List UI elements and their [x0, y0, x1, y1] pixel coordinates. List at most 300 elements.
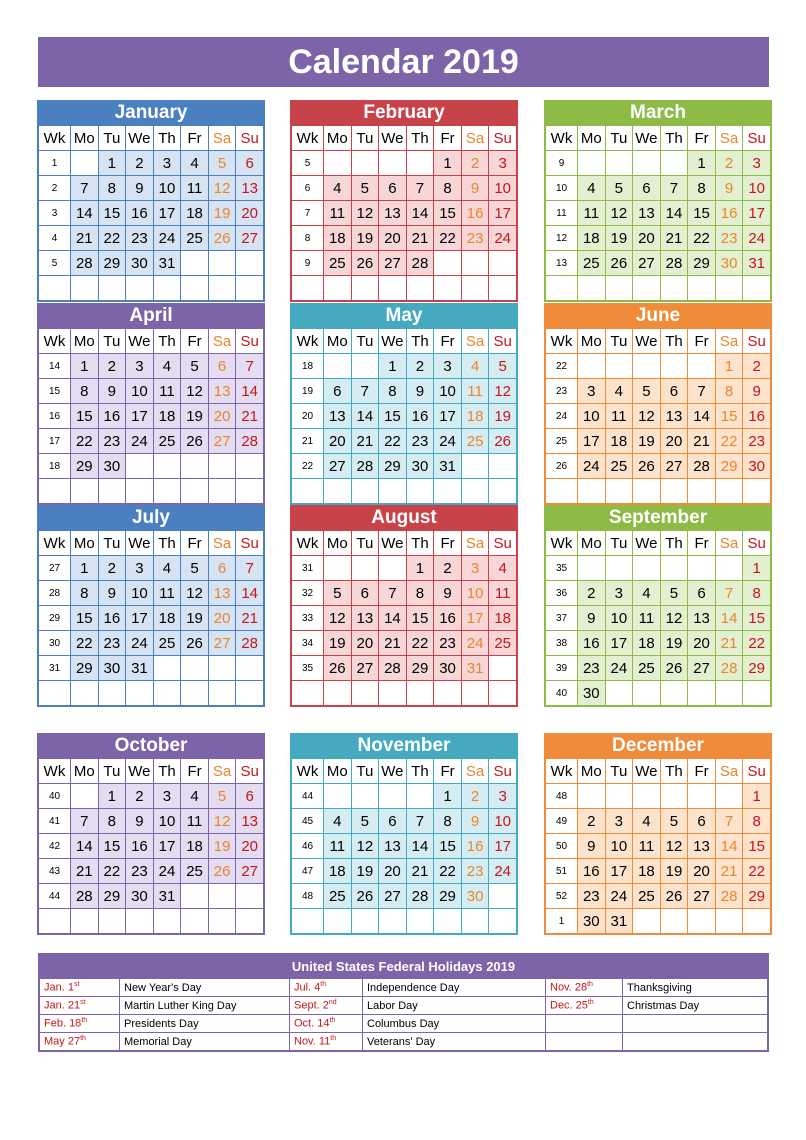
empty-day-cell: [743, 681, 771, 706]
holiday-name: [623, 1015, 768, 1033]
day-cell: 21: [379, 631, 407, 656]
empty-day-cell: [605, 681, 633, 706]
holidays-table: [38, 953, 769, 1052]
week-number-header: Wk: [39, 759, 71, 784]
empty-day-cell: [434, 276, 462, 301]
empty-day-cell: [578, 556, 606, 581]
day-cell: 10: [126, 581, 154, 606]
week-number: 47: [292, 859, 324, 884]
month-december: [544, 733, 772, 935]
day-cell: 13: [208, 581, 236, 606]
empty-day-cell: [236, 251, 264, 276]
empty-day-cell: [208, 681, 236, 706]
week-number: 9: [546, 151, 578, 176]
weekday-header: Su: [743, 531, 771, 556]
month-february: [290, 100, 518, 302]
weekday-header: Su: [489, 126, 517, 151]
week-number: 48: [546, 784, 578, 809]
weekday-header: Th: [660, 126, 688, 151]
weekday-header: Tu: [605, 531, 633, 556]
day-cell: 12: [660, 834, 688, 859]
day-cell: 29: [743, 884, 771, 909]
day-cell: 3: [434, 354, 462, 379]
day-cell: 3: [605, 809, 633, 834]
holiday-row: [40, 1033, 768, 1051]
weekday-header: Fr: [181, 126, 209, 151]
day-cell: 20: [351, 631, 379, 656]
empty-day-cell: [324, 354, 352, 379]
day-cell: 2: [98, 556, 126, 581]
empty-day-cell: [605, 784, 633, 809]
day-cell: 9: [98, 581, 126, 606]
day-cell: 21: [406, 859, 434, 884]
day-cell: 4: [489, 556, 517, 581]
empty-day-cell: [181, 884, 209, 909]
empty-day-cell: [71, 276, 99, 301]
day-cell: 2: [126, 151, 154, 176]
empty-day-cell: [406, 479, 434, 504]
empty-day-cell: [351, 556, 379, 581]
day-cell: 26: [208, 859, 236, 884]
week-number: 4: [39, 226, 71, 251]
empty-day-cell: [461, 909, 489, 934]
day-cell: 23: [743, 429, 771, 454]
week-number: 34: [292, 631, 324, 656]
day-cell: 11: [324, 201, 352, 226]
day-cell: 9: [743, 379, 771, 404]
day-cell: 6: [688, 809, 716, 834]
week-number: 31: [39, 656, 71, 681]
week-number: 27: [39, 556, 71, 581]
day-cell: 14: [688, 404, 716, 429]
week-number: 37: [546, 606, 578, 631]
week-number: 8: [292, 226, 324, 251]
day-cell: 28: [351, 454, 379, 479]
empty-day-cell: [633, 681, 661, 706]
day-cell: 17: [489, 201, 517, 226]
day-cell: 29: [379, 454, 407, 479]
day-cell: 24: [605, 884, 633, 909]
day-cell: 30: [578, 909, 606, 934]
day-cell: 10: [743, 176, 771, 201]
day-cell: 1: [98, 784, 126, 809]
month-april: [37, 303, 265, 505]
empty-day-cell: [688, 276, 716, 301]
day-cell: 3: [153, 784, 181, 809]
empty-day-cell: [578, 479, 606, 504]
empty-day-cell: [660, 151, 688, 176]
weekday-header: Su: [743, 329, 771, 354]
empty-day-cell: [489, 276, 517, 301]
day-cell: 7: [71, 176, 99, 201]
empty-day-cell: [208, 251, 236, 276]
day-cell: 31: [605, 909, 633, 934]
day-cell: 7: [236, 354, 264, 379]
day-cell: 2: [743, 354, 771, 379]
week-number-header: Wk: [546, 759, 578, 784]
empty-day-cell: [660, 909, 688, 934]
day-cell: 4: [578, 176, 606, 201]
empty-day-cell: [236, 656, 264, 681]
weekday-header: Th: [153, 126, 181, 151]
week-number: 1: [39, 151, 71, 176]
day-cell: 11: [633, 606, 661, 631]
weekday-header: Tu: [605, 126, 633, 151]
empty-day-cell: [578, 784, 606, 809]
week-number: 20: [292, 404, 324, 429]
week-number: 29: [39, 606, 71, 631]
empty-day-cell: [434, 479, 462, 504]
day-cell: 22: [71, 429, 99, 454]
day-cell: 22: [98, 859, 126, 884]
day-cell: 26: [208, 226, 236, 251]
day-cell: 27: [324, 454, 352, 479]
week-number: [546, 276, 578, 301]
empty-day-cell: [743, 479, 771, 504]
day-cell: 9: [578, 606, 606, 631]
day-cell: 14: [715, 606, 743, 631]
day-cell: 2: [461, 784, 489, 809]
day-cell: 29: [434, 884, 462, 909]
day-cell: 12: [181, 581, 209, 606]
empty-day-cell: [660, 354, 688, 379]
day-cell: 6: [379, 176, 407, 201]
month-name: September: [545, 506, 771, 530]
day-cell: 4: [461, 354, 489, 379]
day-cell: 21: [660, 226, 688, 251]
empty-day-cell: [208, 884, 236, 909]
empty-day-cell: [351, 909, 379, 934]
day-cell: 28: [715, 884, 743, 909]
week-number-header: Wk: [546, 531, 578, 556]
day-cell: 12: [181, 379, 209, 404]
empty-day-cell: [126, 909, 154, 934]
empty-day-cell: [743, 909, 771, 934]
day-cell: 10: [153, 176, 181, 201]
empty-day-cell: [379, 479, 407, 504]
day-cell: 19: [351, 859, 379, 884]
day-cell: 29: [98, 884, 126, 909]
weekday-header: Mo: [324, 329, 352, 354]
week-number: 38: [546, 631, 578, 656]
day-cell: 5: [660, 809, 688, 834]
empty-day-cell: [153, 276, 181, 301]
week-number: 44: [39, 884, 71, 909]
empty-day-cell: [153, 909, 181, 934]
day-cell: 23: [578, 884, 606, 909]
weekday-header: Mo: [71, 531, 99, 556]
day-cell: 15: [406, 606, 434, 631]
day-cell: 6: [379, 809, 407, 834]
week-number: 2: [39, 176, 71, 201]
weekday-header: Tu: [351, 329, 379, 354]
day-cell: 5: [633, 379, 661, 404]
empty-day-cell: [688, 909, 716, 934]
day-cell: 7: [236, 556, 264, 581]
week-number: 13: [546, 251, 578, 276]
day-cell: 9: [406, 379, 434, 404]
holiday-row: [40, 1015, 768, 1033]
week-number: [292, 479, 324, 504]
day-cell: 10: [434, 379, 462, 404]
empty-day-cell: [324, 784, 352, 809]
holiday-name: Thanksgiving: [623, 979, 768, 997]
empty-day-cell: [660, 276, 688, 301]
week-number: 16: [39, 404, 71, 429]
day-cell: 5: [324, 581, 352, 606]
empty-day-cell: [153, 656, 181, 681]
weekday-header: We: [379, 531, 407, 556]
empty-day-cell: [688, 479, 716, 504]
day-cell: 7: [688, 379, 716, 404]
day-cell: 10: [578, 404, 606, 429]
day-cell: 17: [153, 834, 181, 859]
empty-day-cell: [461, 276, 489, 301]
empty-day-cell: [324, 276, 352, 301]
day-cell: 19: [489, 404, 517, 429]
day-cell: 7: [660, 176, 688, 201]
weekday-header: Fr: [688, 126, 716, 151]
day-cell: 11: [633, 834, 661, 859]
day-cell: 28: [406, 251, 434, 276]
day-cell: 4: [324, 176, 352, 201]
day-cell: 17: [743, 201, 771, 226]
day-cell: 11: [181, 176, 209, 201]
day-cell: 24: [743, 226, 771, 251]
day-cell: 18: [461, 404, 489, 429]
week-number: 28: [39, 581, 71, 606]
weekday-header: Mo: [324, 759, 352, 784]
day-cell: 9: [578, 834, 606, 859]
day-cell: 28: [660, 251, 688, 276]
day-cell: 27: [208, 631, 236, 656]
empty-day-cell: [578, 354, 606, 379]
week-number-header: Wk: [546, 329, 578, 354]
day-cell: 17: [153, 201, 181, 226]
weekday-header: Sa: [715, 126, 743, 151]
day-cell: 13: [660, 404, 688, 429]
empty-day-cell: [324, 151, 352, 176]
day-cell: 4: [153, 556, 181, 581]
day-cell: 31: [126, 656, 154, 681]
day-cell: 14: [406, 834, 434, 859]
day-cell: 1: [434, 784, 462, 809]
day-cell: 19: [208, 201, 236, 226]
weekday-header: Th: [406, 126, 434, 151]
day-cell: 18: [153, 606, 181, 631]
day-cell: 17: [434, 404, 462, 429]
weekday-header: Fr: [688, 329, 716, 354]
day-cell: 3: [126, 556, 154, 581]
month-june: [544, 303, 772, 505]
day-cell: 14: [715, 834, 743, 859]
empty-day-cell: [379, 151, 407, 176]
week-number: 5: [39, 251, 71, 276]
day-cell: 3: [489, 784, 517, 809]
empty-day-cell: [208, 276, 236, 301]
weekday-header: Tu: [351, 759, 379, 784]
week-number: 42: [39, 834, 71, 859]
day-cell: 20: [379, 859, 407, 884]
week-number: 7: [292, 201, 324, 226]
empty-day-cell: [126, 479, 154, 504]
empty-day-cell: [715, 276, 743, 301]
weekday-header: Th: [660, 531, 688, 556]
week-number: 31: [292, 556, 324, 581]
day-cell: 16: [715, 201, 743, 226]
weekday-header: Th: [153, 329, 181, 354]
empty-day-cell: [633, 151, 661, 176]
day-cell: 13: [351, 606, 379, 631]
empty-day-cell: [578, 276, 606, 301]
weekday-header: Fr: [688, 531, 716, 556]
day-cell: 7: [715, 809, 743, 834]
empty-day-cell: [406, 151, 434, 176]
weekday-header: Mo: [578, 126, 606, 151]
day-cell: 6: [351, 581, 379, 606]
weekday-header: We: [633, 531, 661, 556]
day-cell: 16: [98, 606, 126, 631]
month-october: [37, 733, 265, 935]
empty-day-cell: [461, 479, 489, 504]
week-number: 30: [39, 631, 71, 656]
day-cell: 24: [153, 859, 181, 884]
weekday-header: Th: [406, 531, 434, 556]
empty-day-cell: [379, 556, 407, 581]
weekday-header: Mo: [578, 329, 606, 354]
day-cell: 9: [434, 581, 462, 606]
empty-day-cell: [489, 884, 517, 909]
empty-day-cell: [461, 681, 489, 706]
day-cell: 2: [406, 354, 434, 379]
day-cell: 12: [208, 176, 236, 201]
day-cell: 10: [605, 606, 633, 631]
day-cell: 30: [98, 656, 126, 681]
day-cell: 31: [153, 884, 181, 909]
empty-day-cell: [181, 656, 209, 681]
holiday-name: Veterans' Day: [363, 1033, 546, 1051]
day-cell: 9: [715, 176, 743, 201]
calendar-title: Calendar 2019: [38, 37, 769, 87]
day-cell: 4: [181, 784, 209, 809]
week-number: [292, 681, 324, 706]
day-cell: 29: [688, 251, 716, 276]
empty-day-cell: [688, 784, 716, 809]
empty-day-cell: [660, 681, 688, 706]
day-cell: 19: [181, 606, 209, 631]
day-cell: 23: [406, 429, 434, 454]
day-cell: 15: [379, 404, 407, 429]
day-cell: 5: [181, 556, 209, 581]
week-number: 9: [292, 251, 324, 276]
holiday-name: Labor Day: [363, 997, 546, 1015]
holiday-name: Columbus Day: [363, 1015, 546, 1033]
day-cell: 28: [71, 884, 99, 909]
day-cell: 22: [743, 859, 771, 884]
day-cell: 14: [71, 201, 99, 226]
day-cell: 12: [605, 201, 633, 226]
weekday-header: Fr: [434, 531, 462, 556]
day-cell: 28: [406, 884, 434, 909]
day-cell: 27: [379, 884, 407, 909]
weekday-header: Mo: [578, 531, 606, 556]
day-cell: 19: [324, 631, 352, 656]
empty-day-cell: [715, 479, 743, 504]
day-cell: 14: [71, 834, 99, 859]
day-cell: 18: [633, 631, 661, 656]
day-cell: 9: [126, 176, 154, 201]
day-cell: 16: [578, 859, 606, 884]
empty-day-cell: [715, 556, 743, 581]
day-cell: 30: [406, 454, 434, 479]
holiday-name: Christmas Day: [623, 997, 768, 1015]
weekday-header: Sa: [208, 531, 236, 556]
month-july: [37, 505, 265, 707]
day-cell: 18: [324, 226, 352, 251]
day-cell: 17: [489, 834, 517, 859]
empty-day-cell: [236, 681, 264, 706]
day-cell: 26: [181, 429, 209, 454]
day-cell: 13: [324, 404, 352, 429]
day-cell: 10: [126, 379, 154, 404]
day-cell: 22: [434, 226, 462, 251]
day-cell: 24: [605, 656, 633, 681]
week-number: 41: [39, 809, 71, 834]
day-cell: 1: [434, 151, 462, 176]
day-cell: 18: [489, 606, 517, 631]
day-cell: 20: [236, 834, 264, 859]
weekday-header: We: [126, 329, 154, 354]
day-cell: 3: [578, 379, 606, 404]
holiday-row: [40, 979, 768, 997]
day-cell: 5: [351, 809, 379, 834]
week-number: 35: [546, 556, 578, 581]
weekday-header: We: [126, 531, 154, 556]
day-cell: 15: [434, 201, 462, 226]
empty-day-cell: [743, 276, 771, 301]
day-cell: 24: [489, 859, 517, 884]
empty-day-cell: [660, 479, 688, 504]
weekday-header: Sa: [461, 759, 489, 784]
weekday-header: Th: [406, 329, 434, 354]
empty-day-cell: [489, 909, 517, 934]
month-november: [290, 733, 518, 935]
week-number-header: Wk: [292, 531, 324, 556]
empty-day-cell: [126, 681, 154, 706]
empty-day-cell: [633, 909, 661, 934]
weekday-header: Su: [236, 329, 264, 354]
empty-day-cell: [351, 151, 379, 176]
day-cell: 12: [660, 606, 688, 631]
day-cell: 17: [126, 404, 154, 429]
day-cell: 11: [489, 581, 517, 606]
day-cell: 16: [461, 201, 489, 226]
weekday-header: Tu: [605, 759, 633, 784]
empty-day-cell: [715, 784, 743, 809]
day-cell: 6: [236, 151, 264, 176]
week-number: 39: [546, 656, 578, 681]
empty-day-cell: [406, 681, 434, 706]
week-number: 50: [546, 834, 578, 859]
day-cell: 11: [153, 581, 181, 606]
empty-day-cell: [126, 276, 154, 301]
day-cell: 27: [351, 656, 379, 681]
day-cell: 1: [406, 556, 434, 581]
day-cell: 7: [379, 581, 407, 606]
weekday-header: Th: [406, 759, 434, 784]
day-cell: 21: [71, 226, 99, 251]
day-cell: 8: [71, 379, 99, 404]
